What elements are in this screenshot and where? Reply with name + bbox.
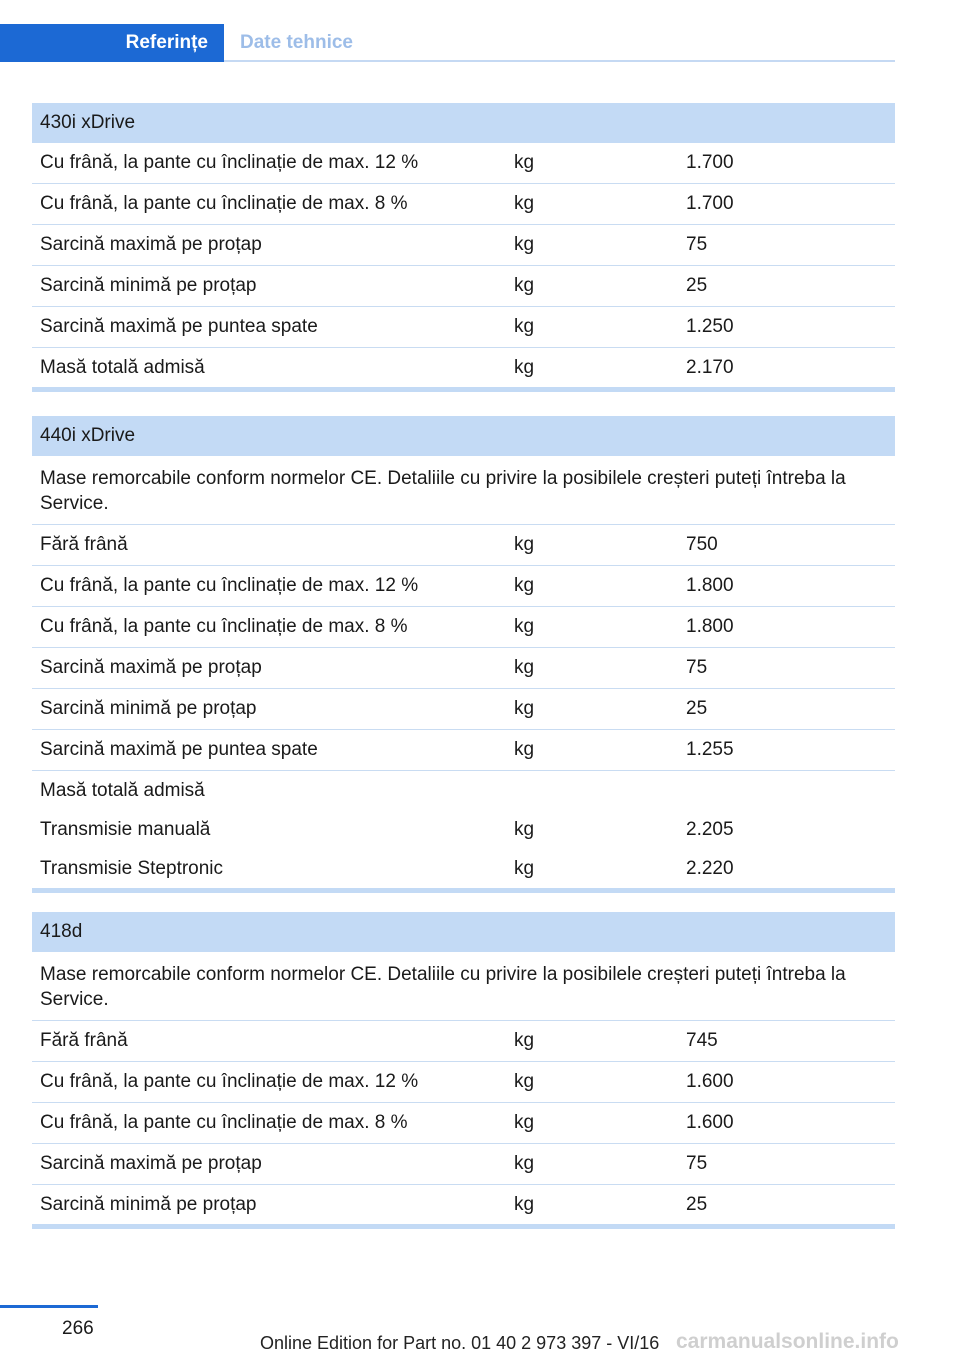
row-unit: kg [514,657,535,678]
table-row [32,225,895,266]
watermark: carmanualsonline.info [676,1330,899,1353]
table-row [32,266,895,307]
row-unit: kg [514,193,535,214]
table-note: Mase remorcabile conform normelor CE. Detaliile cu privire la posibilele creșteri puteți întreba la Service. [32,952,895,1021]
table-title: 440i xDrive [32,416,895,456]
row-value: 75 [686,1153,708,1174]
row-unit: kg [514,152,535,173]
row-value: 1.600 [686,1112,734,1133]
table-row [32,1062,895,1103]
table-row [32,143,895,184]
row-label: Sarcină minimă pe proțap [40,698,257,719]
table-title: 430i xDrive [32,103,895,143]
row-unit: kg [514,1112,535,1133]
row-unit: kg [514,739,535,760]
row-label: Transmisie manuală [40,818,211,840]
header-bar [0,24,895,62]
table-430i-xdrive [32,103,895,392]
table-row [32,307,895,348]
edition-footer: Online Edition for Part no. 01 40 2 973 397 - VI/16 [260,1333,660,1353]
row-label: Masă totală admisă [40,779,205,801]
row-label: Fără frână [40,1030,128,1051]
row-label: Sarcină maximă pe proțap [40,1153,262,1174]
table-440i-xdrive [32,416,895,893]
table-row [32,1021,895,1062]
row-unit: kg [514,1030,535,1051]
table-end-bar [32,387,895,392]
row-value: 2.205 [686,818,734,840]
table-row [32,1185,895,1224]
row-label: Cu frână, la pante cu înclinație de max. 8 % [40,1112,408,1133]
row-value: 25 [686,1193,708,1215]
table-note: Mase remorcabile conform normelor CE. Detaliile cu privire la posibilele creșteri puteți întreba la Service. [32,456,895,525]
row-label: Sarcină maximă pe puntea spate [40,316,318,337]
tab-date-tehnice[interactable]: Date tehnice [240,32,353,53]
row-unit: kg [514,616,535,637]
row-label: Cu frână, la pante cu înclinație de max. 12 % [40,1071,419,1092]
row-unit: kg [514,1153,535,1174]
row-unit: kg [514,818,535,840]
row-unit: kg [514,316,535,337]
row-value: 750 [686,534,718,555]
row-label: Sarcină maximă pe puntea spate [40,739,318,760]
page-number-accent [0,1305,98,1308]
row-value: 1.700 [686,152,734,173]
row-unit: kg [514,1193,535,1215]
row-label: Sarcină minimă pe proțap [40,1193,257,1215]
row-label: Cu frână, la pante cu înclinație de max. 12 % [40,575,419,596]
row-value: 1.800 [686,616,734,637]
row-value: 1.600 [686,1071,734,1092]
table-418d [32,912,895,1229]
header-divider [224,60,895,62]
row-label: Cu frână, la pante cu înclinație de max. 12 % [40,152,419,173]
row-label: Transmisie Steptronic [40,857,224,879]
table-row [32,607,895,648]
row-label: Sarcină maximă pe proțap [40,657,262,678]
row-unit: kg [514,698,535,719]
row-label: Cu frână, la pante cu înclinație de max. 8 % [40,616,408,637]
tab-referinte[interactable]: Referințe [0,24,224,62]
row-value: 75 [686,657,708,678]
row-value: 75 [686,234,708,255]
row-unit: kg [514,857,535,879]
table-row [32,566,895,607]
table-row [32,1144,895,1185]
row-label: Cu frână, la pante cu înclinație de max. 8 % [40,193,408,214]
row-unit: kg [514,275,535,296]
row-label: Sarcină maximă pe proțap [40,234,262,255]
row-value: 25 [686,275,708,296]
table-row [32,184,895,225]
row-value: 1.255 [686,739,734,760]
row-value: 1.250 [686,316,734,337]
table-end-bar [32,1224,895,1229]
row-value: 25 [686,698,708,719]
row-unit: kg [514,356,535,378]
row-unit: kg [514,534,535,555]
table-row [32,525,895,566]
table-row [32,771,895,810]
row-unit: kg [514,1071,535,1092]
row-value: 2.220 [686,857,734,879]
table-row [32,1103,895,1144]
row-label: Masă totală admisă [40,356,205,378]
row-value: 2.170 [686,356,734,378]
row-value: 745 [686,1030,718,1051]
table-title: 418d [32,912,895,952]
table-row [32,348,895,387]
table-row [32,648,895,689]
row-value: 1.700 [686,193,734,214]
row-unit: kg [514,234,535,255]
row-label: Sarcină minimă pe proțap [40,275,257,296]
row-unit: kg [514,575,535,596]
table-end-bar [32,888,895,893]
row-label: Fără frână [40,534,128,555]
table-row [32,810,895,849]
row-value: 1.800 [686,575,734,596]
table-row [32,849,895,888]
table-row [32,689,895,730]
table-row [32,730,895,771]
page-number: 266 [62,1318,94,1339]
